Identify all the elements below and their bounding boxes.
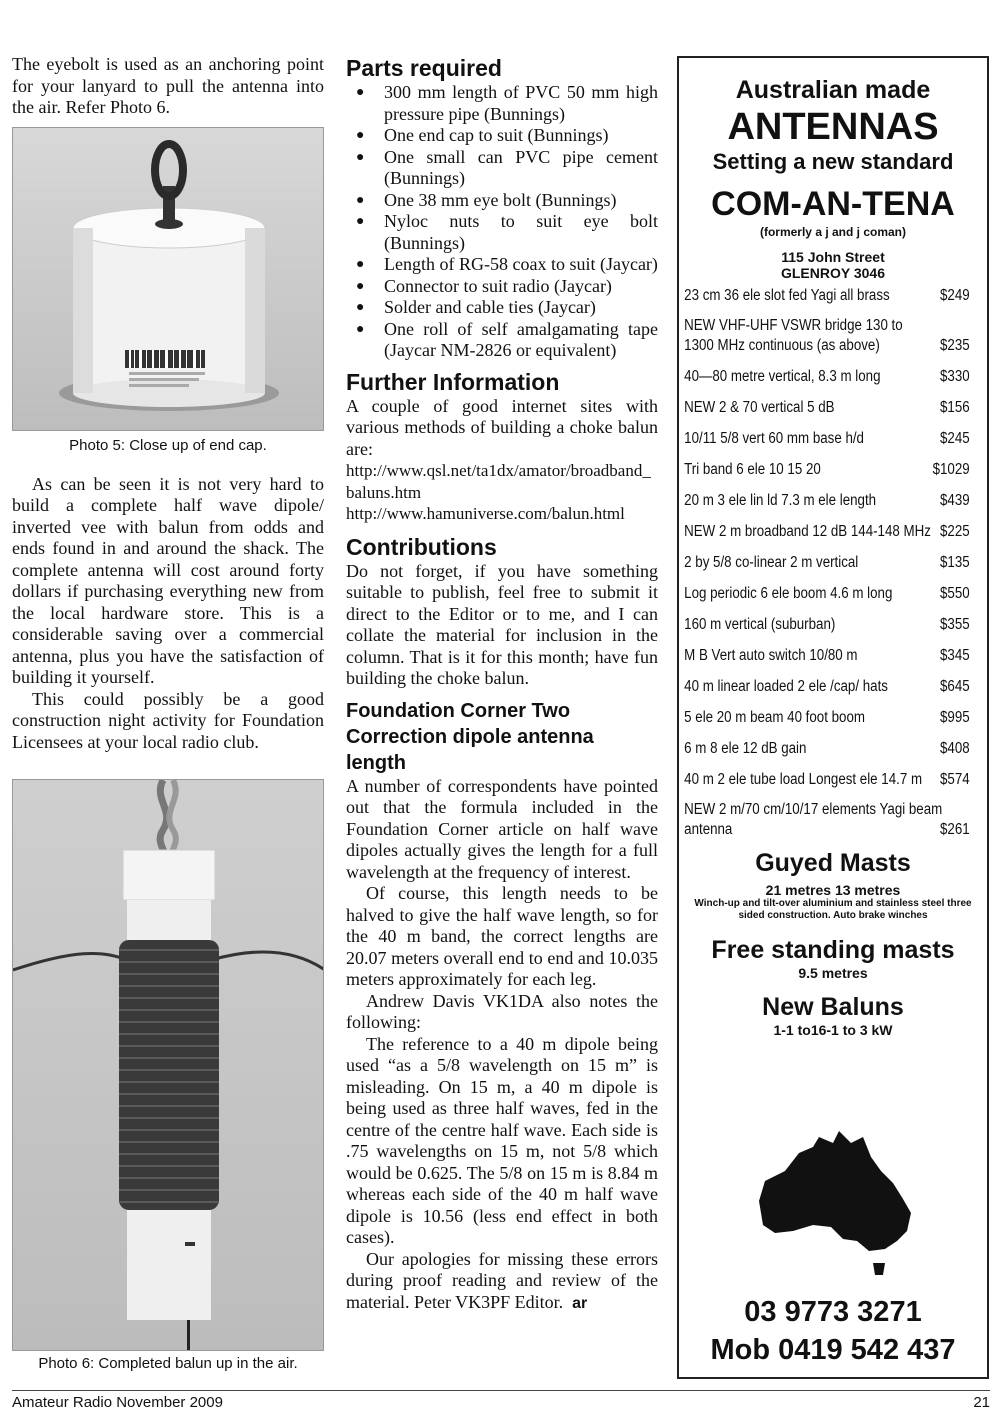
price-row: Tri band 6 ele 10 15 20 $1029 [684, 461, 970, 478]
price-row: 10/11 5/8 vert 60 mm base h/d $245 [684, 430, 970, 447]
guyed-masts-description: Winch-up and tilt-over aluminium and stainless steel three sided construction. Auto brake winches [694, 898, 972, 921]
correction-paragraph-4: The reference to a 40 m dipole being used “as a 5/8 wavelength on 15 m” is misleading. On 15 m, a 40 m dipole is being used as three half waves, fed in the centre of the centre half wave. Each side is .75 wavelengths on 15 m, not 5/8 which would be 0.625. The 5/8 on 15 m is 8.84 m whereas each side of the 40 m half wave dipole is 10.56 (less end effect in both cases). [346, 1033, 658, 1247]
intro-paragraph: The eyebolt is used as an anchoring point for your lanyard to pull the antenna into the air. Refer Photo 6. [12, 54, 324, 117]
list-item: ● Length of RG-58 coax to suit (Jaycar) [346, 254, 658, 276]
further-information-text: A couple of good internet sites with various methods of building a choke balun are: [346, 395, 658, 459]
contributions-text: Do not forget, if you have something suitable to publish, feel free to submit it direct to the Editor or to me, and I can collate the material for inclusion in the column. That is it for this month; have fun building the choke balun. [346, 560, 658, 688]
club-activity-paragraph: This could possibly be a good construction night activity for Foundation Licensees at your local radio club. [12, 688, 324, 752]
price-row: 5 ele 20 m beam 40 foot boom $995 [684, 709, 970, 726]
list-item: ● Connector to suit radio (Jaycar) [346, 276, 658, 298]
ad-antennas-title: ANTENNAS [727, 106, 939, 148]
photo-5-caption: Photo 5: Close up of end cap. [69, 436, 267, 454]
foundation-corner-heading: Foundation Corner Two Correction dipole antenna length [346, 699, 594, 774]
list-item: ● Nyloc nuts to suit eye bolt (Bunnings) [346, 211, 658, 254]
parts-list [346, 82, 658, 362]
list-item: ● One roll of self amalgamating tape (Jaycar NM-2826 or equivalent) [346, 319, 658, 362]
list-item: ● One small can PVC pipe cement (Bunnings) [346, 147, 658, 190]
end-mark: ar [572, 1294, 588, 1312]
price-row: 160 m vertical (suburban) $355 [684, 616, 970, 633]
ad-street: 115 John Street [781, 249, 885, 265]
new-baluns-title: New Baluns [762, 993, 904, 1021]
parts-heading: Parts required [346, 55, 502, 81]
price-row: antenna $261 [684, 821, 970, 838]
list-item: ● Solder and cable ties (Jaycar) [346, 297, 658, 319]
price-row: NEW 2 m broadband 12 dB 144-148 MHz $225 [684, 523, 970, 540]
ad-tagline: Australian made [735, 76, 931, 104]
publication-name: Amateur Radio November 2009 [12, 1394, 223, 1411]
list-item: ● One end cap to suit (Bunnings) [346, 125, 658, 147]
price-row: 23 cm 36 ele slot fed Yagi all brass $249 [684, 287, 970, 304]
list-item: ● One 38 mm eye bolt (Bunnings) [346, 190, 658, 212]
price-list [679, 287, 987, 839]
left-column [12, 54, 324, 1372]
further-information-heading: Further Information [346, 368, 560, 395]
price-row: 1300 MHz continuous (as above) $235 [684, 337, 970, 354]
guyed-masts-sizes: 21 metres 13 metres [765, 882, 901, 898]
price-row: M B Vert auto switch 10/80 m $345 [684, 647, 970, 664]
australia-map-icon [747, 1113, 927, 1293]
list-item: ● 300 mm length of PVC 50 mm high pressure pipe (Bunnings) [346, 82, 658, 125]
ad-suburb: GLENROY 3046 [780, 265, 885, 281]
photo-6-caption: Photo 6: Completed balun up in the air. [38, 1355, 298, 1372]
middle-column [346, 54, 658, 1314]
apology-text: Our apologies for missing these errors during proof reading and review of the material. Peter VK3PF Editor. [346, 1248, 658, 1312]
correction-paragraph-1: A number of correspondents have pointed out that the formula included in the Foundation Corner article on half wave dipoles actually gives the length for a full wavelength at the frequency of interest. [346, 775, 658, 882]
price-row: 2 by 5/8 co-linear 2 m vertical $135 [684, 554, 970, 571]
ad-brand: COM-AN-TENA [711, 185, 955, 223]
price-row: NEW VHF-UHF VSWR bridge 130 to [684, 317, 903, 334]
free-standing-masts-title: Free standing masts [711, 936, 955, 964]
phone-number: 03 9773 3271 [744, 1296, 922, 1328]
end-cap-illustration [13, 128, 324, 430]
page-footer [12, 1390, 990, 1411]
price-row: Log periodic 6 ele boom 4.6 m long $550 [684, 585, 970, 602]
price-row: 40 m linear loaded 2 ele /cap/ hats $645 [684, 678, 970, 695]
ad-formerly: (formerly a j and j coman) [759, 225, 907, 239]
price-row: 40 m 2 ele tube load Longest ele 14.7 m $574 [684, 771, 970, 788]
photo-6-balun [12, 779, 324, 1351]
page-number: 21 [973, 1394, 990, 1411]
correction-paragraph-2: Of course, this length needs to be halved to give the half wave length, so for the 40 m band, the correct lengths are 20.07 meters overall end to end and 10.035 meters approximately for each leg. [346, 883, 658, 989]
price-row: NEW 2 & 70 vertical 5 dB $156 [684, 399, 970, 416]
mobile-number: Mob 0419 542 437 [710, 1334, 956, 1366]
new-baluns-description: 1-1 to16-1 to 3 kW [773, 1022, 893, 1038]
free-standing-masts-size: 9.5 metres [798, 965, 868, 981]
correction-paragraph-5 [346, 1249, 658, 1315]
url-link-2[interactable]: http://www.hamuniverse.com/balun.html [346, 504, 625, 523]
price-row: 20 m 3 ele lin ld 7.3 m ele length $439 [684, 492, 970, 509]
correction-paragraph-3: Andrew Davis VK1DA also notes the following: [346, 990, 658, 1032]
photo-5-end-cap [12, 127, 324, 431]
url-link-1[interactable]: http://www.qsl.net/ta1dx/amator/broadband_baluns.htm [346, 461, 651, 502]
guyed-masts-title: Guyed Masts [755, 849, 911, 877]
contributions-heading: Contributions [346, 533, 497, 560]
balun-illustration [13, 780, 324, 1350]
ad-subtitle: Setting a new standard [712, 149, 954, 174]
price-row: 40—80 metre vertical, 8.3 m long $330 [684, 368, 970, 385]
price-row: 6 m 8 ele 12 dB gain $408 [684, 740, 970, 757]
com-an-tena-advertisement [677, 56, 989, 1379]
price-row: NEW 2 m/70 cm/10/17 elements Yagi beam [684, 801, 943, 818]
summary-paragraph: As can be seen it is not very hard to build a complete half wave dipole/ inverted vee with balun from odds and ends found in and around the shack. The complete antenna will cost around forty dollars if purchasing everything new from the local hardware store. This is a considerable saving over a commercial antenna, plus you have the satisfaction of building it yourself. [12, 473, 324, 687]
